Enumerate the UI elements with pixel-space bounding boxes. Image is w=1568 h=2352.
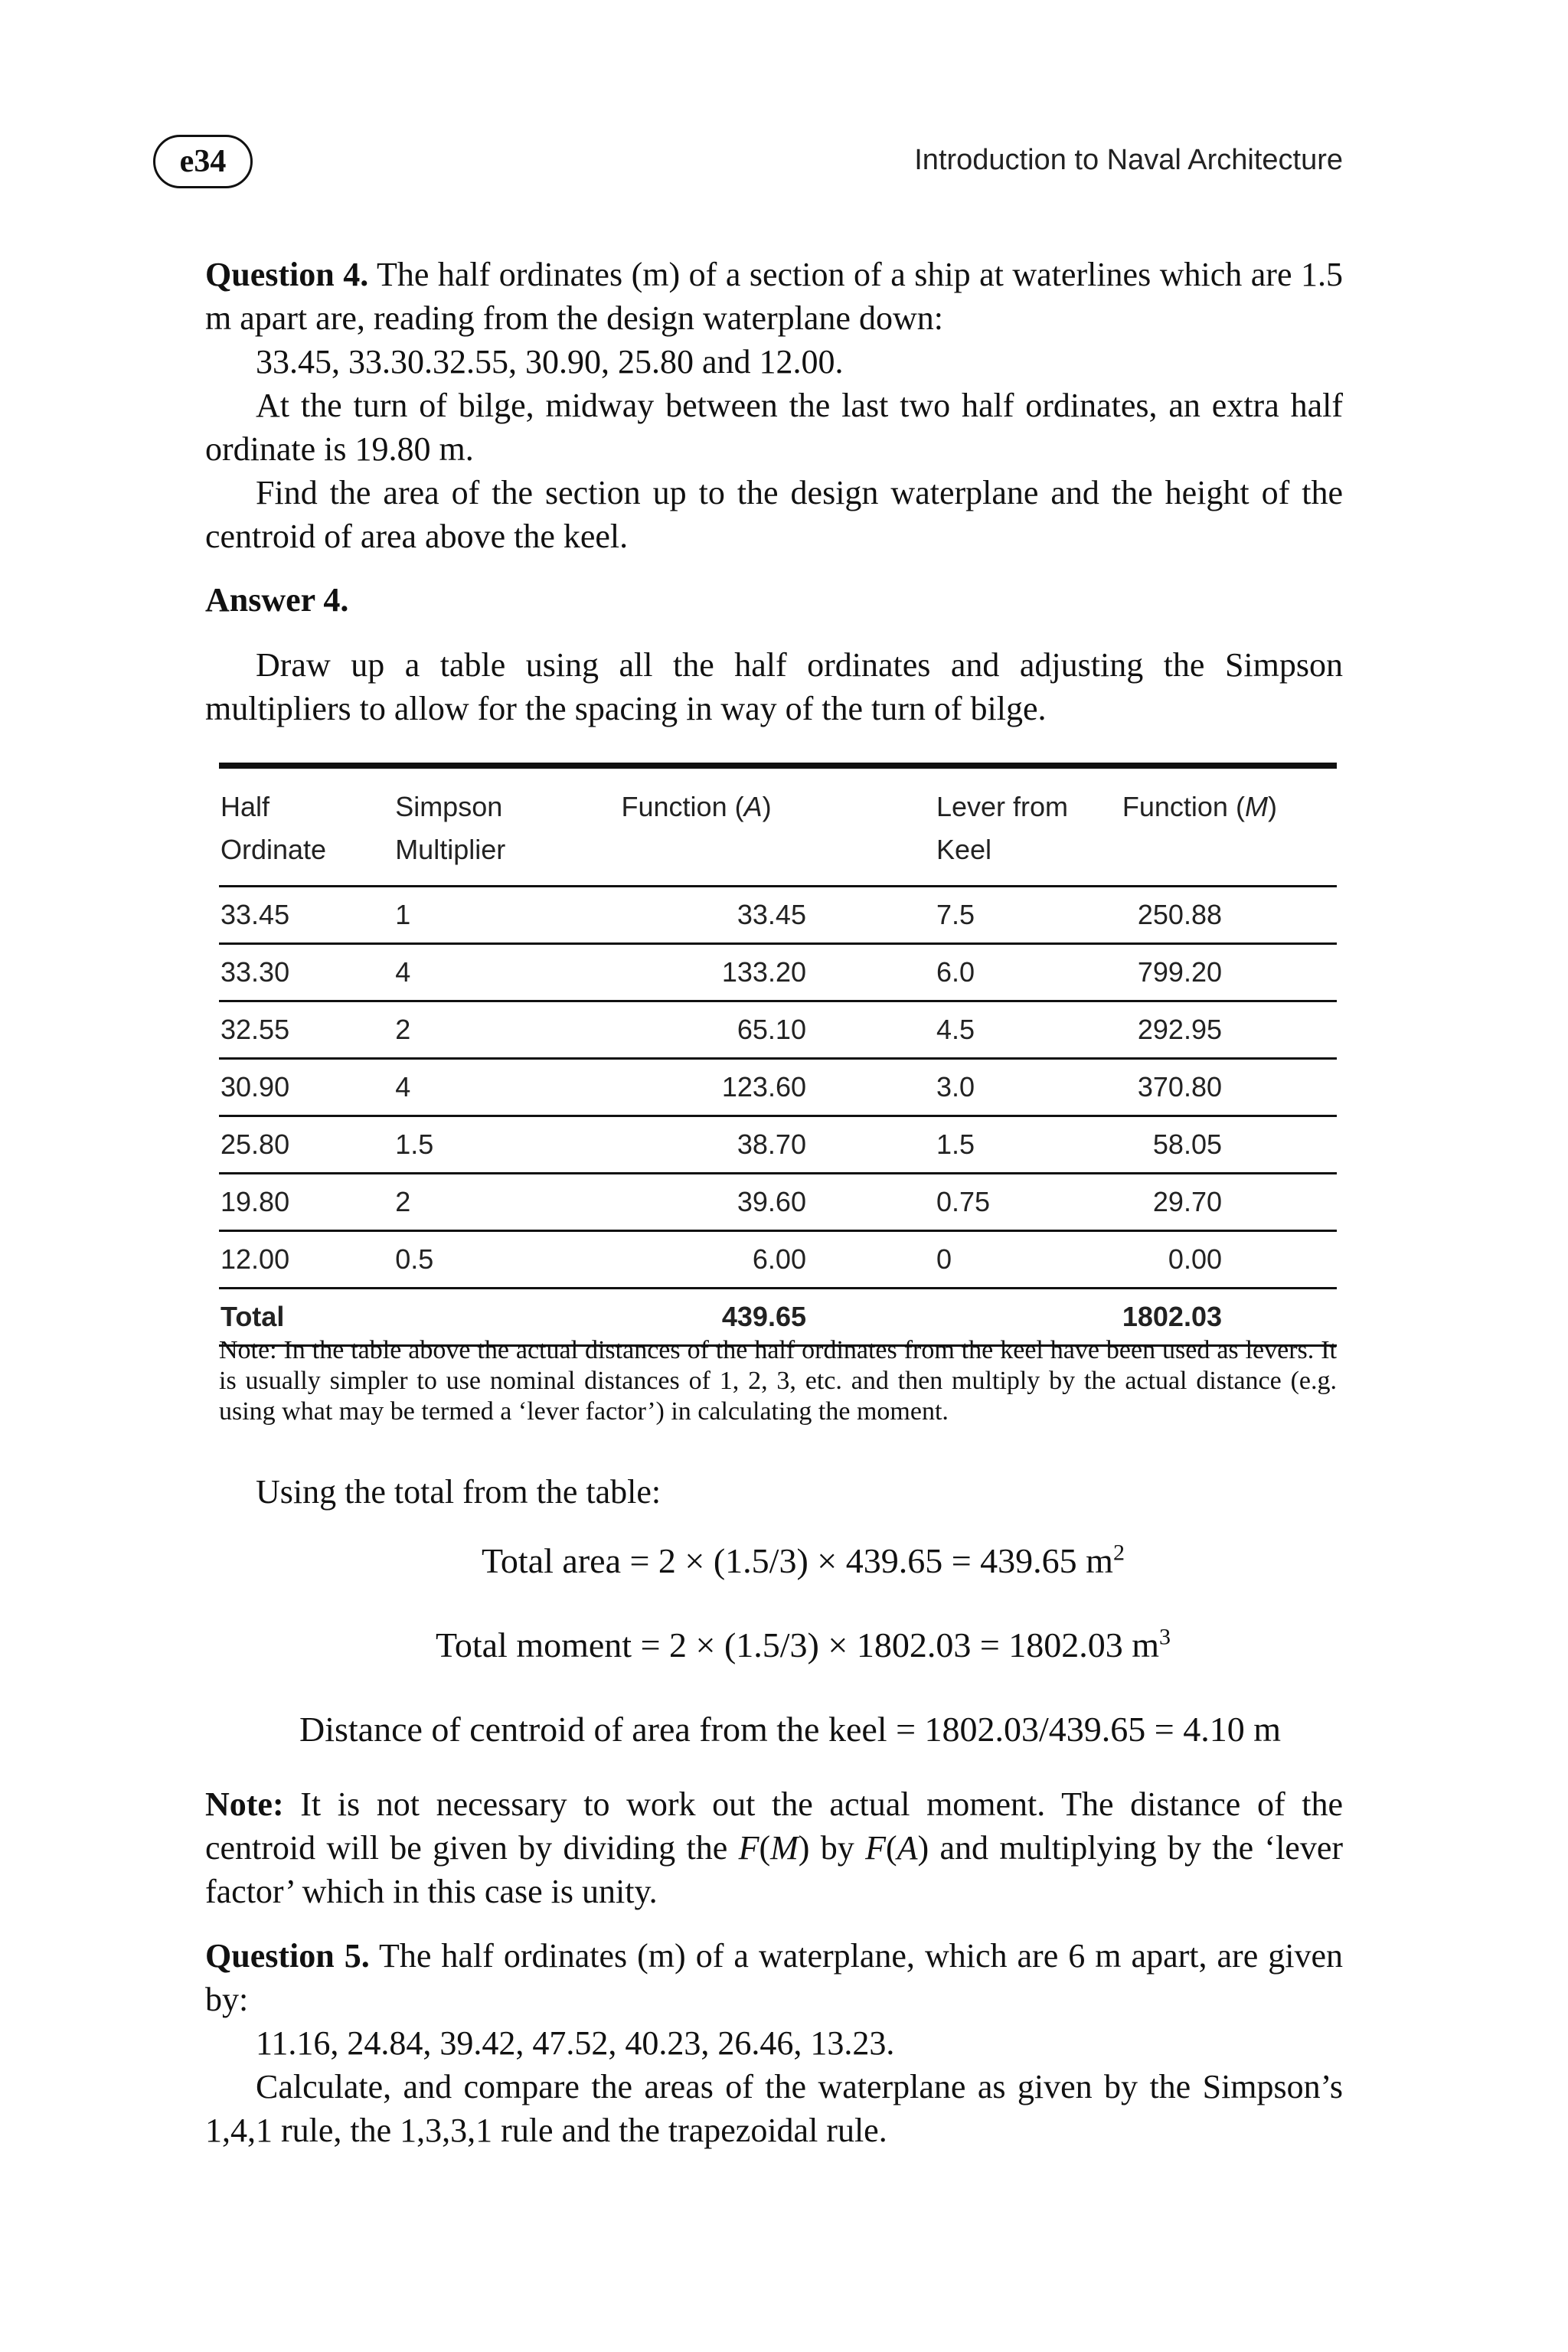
header-function-a: Function (A)	[621, 791, 772, 822]
answer-4-heading: Answer 4.	[205, 581, 349, 619]
question-5	[205, 1934, 1343, 2152]
table-note: Note: In the table above the actual distances of the half ordinates from the keel have been used as levers. It is usually simpler to use nominal distances of 1, 2, 3, etc. and then multiply by the actual distance (e.g. using what may be termed a ‘lever factor’) in calculating the moment.	[219, 1336, 1337, 1426]
table-row: 12.00 0.5 6.00 0 0.00	[219, 1231, 1337, 1289]
table-row: 19.80 2 39.60 0.75 29.70	[219, 1174, 1337, 1231]
running-title: Introduction to Naval Architecture	[914, 144, 1343, 176]
question-5-statement	[205, 1934, 1343, 2021]
question-5-label: Question 5.	[205, 1937, 370, 1975]
total-function-a: 439.65	[622, 1289, 936, 1346]
table-row: 33.30 4 133.20 6.0 799.20	[219, 944, 1337, 1001]
page-number: e34	[179, 144, 227, 179]
table-row: 25.80 1.5 38.70 1.5 58.05	[219, 1116, 1337, 1174]
table-row: 30.90 4 123.60 3.0 370.80	[219, 1059, 1337, 1116]
question-4-statement	[205, 253, 1343, 340]
equation-total-moment: Total moment = 2 × (1.5/3) × 1802.03 = 1802.03 $m^3$	[435, 1624, 1171, 1664]
question-5-text: The half ordinates (m) of a waterplane, which are 6 m apart, are given by:	[205, 1937, 1343, 2018]
question-4-label: Question 4.	[205, 256, 369, 293]
header-half-ordinate: Half Ordinate	[220, 791, 327, 865]
total-function-m: 1802.03	[1122, 1289, 1337, 1346]
question-4-text: The half ordinates (m) of a section of a ship at waterlines which are 1.5 m apart are, reading from the design waterplane down:	[205, 256, 1343, 337]
table-row: 33.45 1 33.45 7.5 250.88	[219, 887, 1337, 944]
answer-4-intro: Draw up a table using all the half ordinates and adjusting the Simpson multipliers to allow for the spacing in way of the turn of bilge.	[205, 646, 1343, 727]
header-function-m: Function (M)	[1122, 791, 1277, 822]
table-header-row	[219, 766, 1337, 887]
question-4-values: 33.45, 33.30.32.55, 30.90, 25.80 and 12.00.	[256, 343, 844, 381]
question-4	[205, 253, 1343, 558]
equation-total-area: Total area = 2 × (1.5/3) × 439.65 = 439.65 $m^2$	[482, 1540, 1125, 1580]
note-paragraph: Note: It is not necessary to work out the actual moment. The distance of the centroid will be given by dividing the F(M) by F(A) and multiplying by the ‘lever factor’ which in this case is unity.	[205, 1785, 1344, 1910]
total-label: Total	[219, 1289, 395, 1346]
using-total-line: Using the total from the table:	[256, 1473, 662, 1511]
table-row: 32.55 2 65.10 4.5 292.95	[219, 1001, 1337, 1059]
header-lever-from-keel: Lever from Keel	[936, 791, 1069, 865]
question-5-task: Calculate, and compare the areas of the waterplane as given by the Simpson’s 1,4,1 rule, the 1,3,3,1 rule and the trapezoidal rule.	[205, 2068, 1343, 2149]
question-4-bilge: At the turn of bilge, midway between the last two half ordinates, an extra half ordinate is 19.80 m.	[205, 387, 1343, 468]
page-number-badge	[153, 135, 253, 188]
question-4-task: Find the area of the section up to the design waterplane and the height of the centroid of area above the keel.	[205, 474, 1343, 555]
equation-centroid-distance: Distance of centroid of area from the keel = 1802.03/439.65 = 4.10 m	[299, 1710, 1282, 1749]
simpson-data-table	[219, 763, 1337, 1347]
header-simpson-multiplier: Simpson Multiplier	[395, 791, 506, 865]
question-5-values: 11.16, 24.84, 39.42, 47.52, 40.23, 26.46, 13.23.	[256, 2024, 895, 2062]
note-label: Note:	[205, 1785, 284, 1823]
simpson-table	[219, 763, 1337, 1347]
